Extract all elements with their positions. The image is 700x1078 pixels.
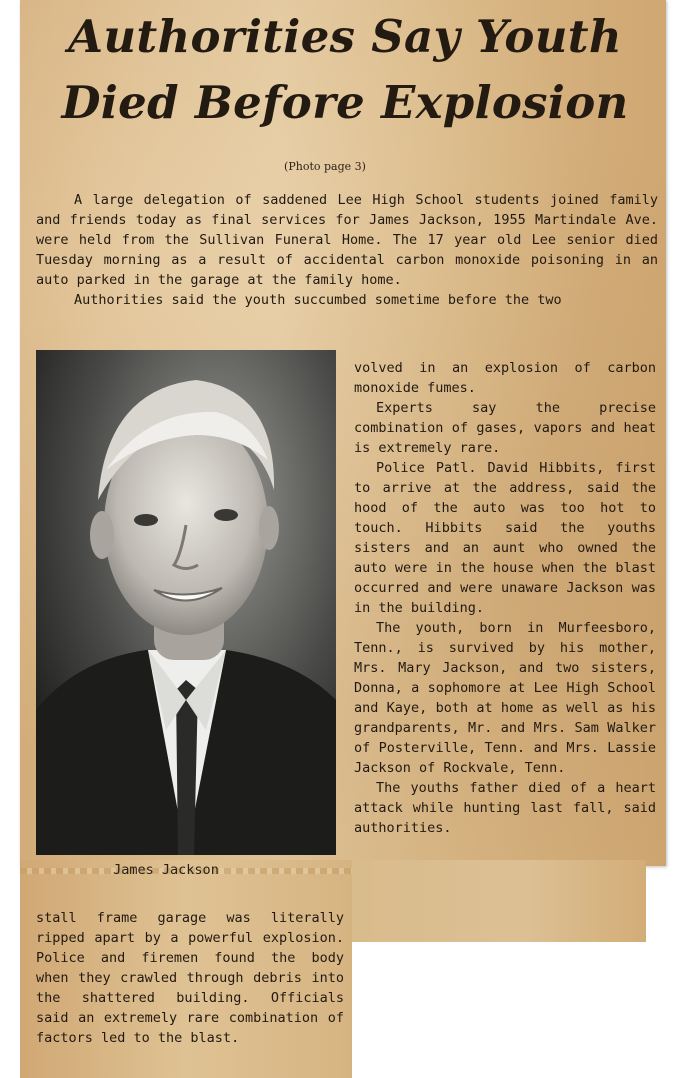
headline xyxy=(30,4,660,136)
right-col-paragraph-5: The youths father died of a heart attack while hunting last fall, said authorities. xyxy=(354,780,656,836)
headline-line-1: Authorities Say Youth xyxy=(68,10,622,63)
right-col-paragraph-2: Experts say the precise combination of gases, vapors and heat is extremely rare. xyxy=(354,400,656,456)
left-bottom-paragraph: stall frame garage was literally ripped apart by a powerful explosion. Police and firemen found the body when they crawled through debris into the shattered building. Officials said an extremely rare combination of factors led to the blast. xyxy=(36,910,344,1046)
left-bottom-column xyxy=(36,908,344,1048)
portrait-illustration xyxy=(36,350,336,855)
headline-line-2: Died Before Explosion xyxy=(61,76,629,129)
portrait-photo xyxy=(36,350,336,855)
photo-caption: James Jackson xyxy=(113,862,219,878)
photo-reference: (Photo page 3) xyxy=(284,160,366,173)
right-col-paragraph-4: The youth, born in Murfeesboro, Tenn., is survived by his mother, Mrs. Mary Jackson, and two sisters, Donna, a sophomore at Lee High School and Kaye, both at home as well as his grandparents, Mr. and Mrs. Sam Walker of Posterville, Tenn. and Mrs. Lassie Jackson of Rockvale, Tenn. xyxy=(354,620,656,776)
lead-paragraph: A large delegation of saddened Lee High School students joined family and friends today as final services for James Jackson, 1955 Martindale Ave. were held from the Sullivan Funeral Home. The 17 year old Lee senior died Tuesday morning as a result of accidental carbon monoxide poisoning in an auto parked in the garage at the family home. xyxy=(36,192,658,288)
right-col-paragraph-3: Police Patl. David Hibbits, first to arrive at the address, said the hood of the auto was too hot to touch. Hibbits said the youths sisters and an aunt who owned the auto were in the house when the blast occurred and were unaware Jackson was in the building. xyxy=(354,460,656,616)
right-col-paragraph-1: volved in an explosion of carbon monoxide fumes. xyxy=(354,360,656,396)
clipping-right-tab xyxy=(340,860,646,942)
right-column xyxy=(354,358,656,838)
second-paragraph: Authorities said the youth succumbed sometime before the two xyxy=(74,292,562,308)
lead-column xyxy=(36,190,658,310)
